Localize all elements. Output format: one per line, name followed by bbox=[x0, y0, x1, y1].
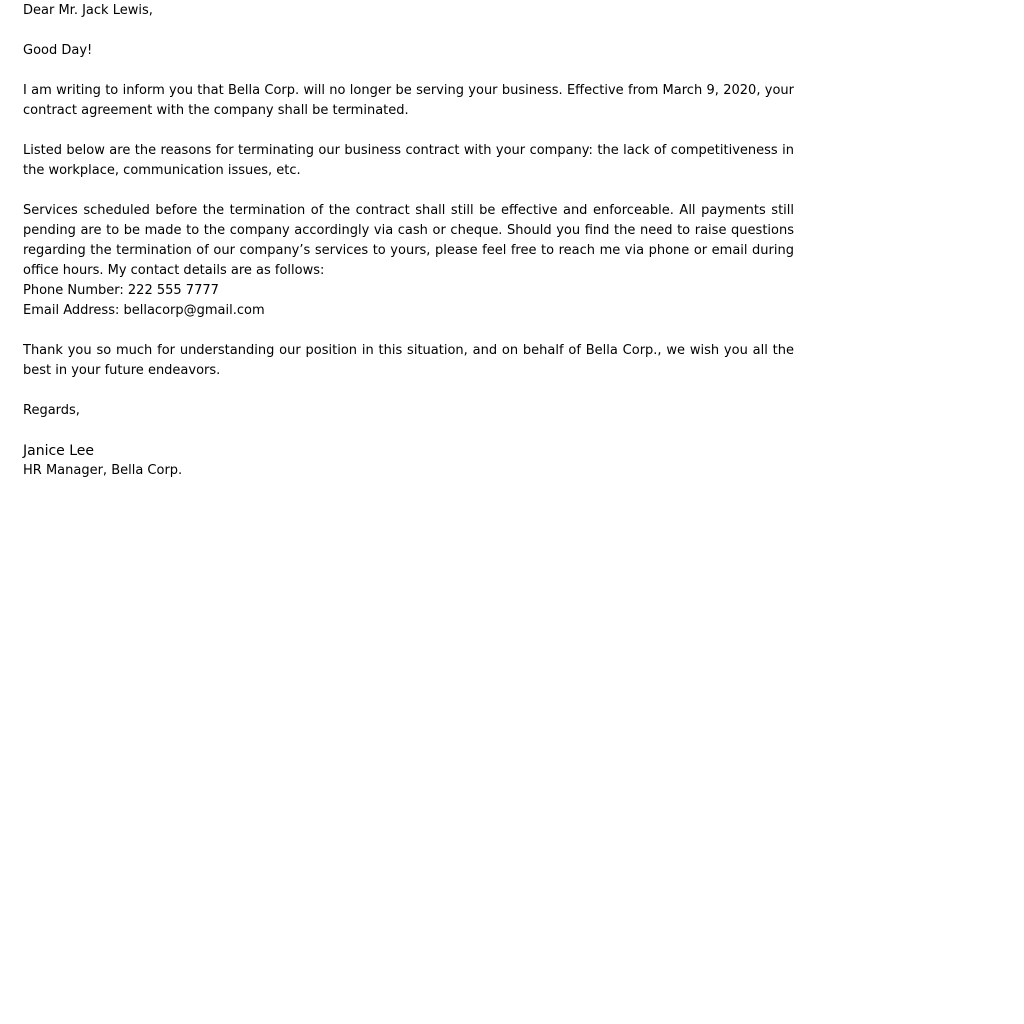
greeting: Good Day! bbox=[23, 43, 93, 58]
spacer bbox=[23, 21, 794, 41]
phone-number: Phone Number: 222 555 7777 bbox=[23, 283, 219, 298]
email-address: Email Address: bellacorp@gmail.com bbox=[23, 303, 265, 318]
spacer bbox=[23, 321, 794, 341]
closing: Regards, bbox=[23, 403, 80, 418]
paragraph-termination-notice: I am writing to inform you that Bella Corp. will no longer be serving your business. Effective from March 9, 2020, your contract agreement with the company shall be terminated. bbox=[23, 83, 794, 118]
salutation: Dear Mr. Jack Lewis, bbox=[23, 3, 153, 18]
termination-letter bbox=[23, 1, 794, 481]
signer-name: Janice Lee bbox=[23, 443, 95, 459]
paragraph-services-payments: Services scheduled before the termination of the contract shall still be effective and enforceable. All payments still pending are to be made to the company accordingly via cash or cheque. Should you find the need to raise questions regarding the termination of our company’s services to yours, please feel free to reach me via phone or email during office hours. My contact details are as follows: bbox=[23, 203, 794, 278]
paragraph-thanks: Thank you so much for understanding our position in this situation, and on behalf of Bella Corp., we wish you all the best in your future endeavors. bbox=[23, 343, 794, 378]
spacer bbox=[23, 421, 794, 441]
paragraph-reasons: Listed below are the reasons for terminating our business contract with your company: the lack of competitiveness in the workplace, communication issues, etc. bbox=[23, 143, 794, 178]
spacer bbox=[23, 61, 794, 81]
signer-title: HR Manager, Bella Corp. bbox=[23, 463, 183, 478]
